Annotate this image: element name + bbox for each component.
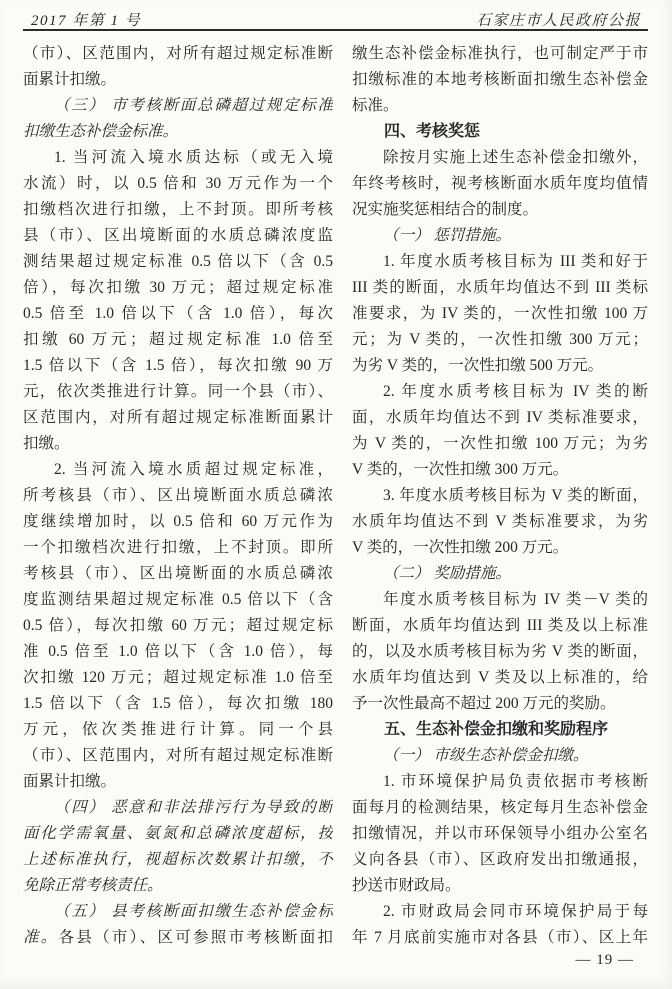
text-line: 面，水质年均值达不到 IV 类标准要求， xyxy=(352,409,648,426)
text-line: 扣缴生态补偿金标准。 xyxy=(23,123,179,140)
text-line: 面化学需氧量、氨氮和总磷浓度超标，按 xyxy=(23,825,333,842)
text-line: 义向各县（市）、区政府发出扣缴通报， xyxy=(352,851,648,868)
text-line: （市）、区范围内，对所有超过规定标准断 xyxy=(23,747,333,764)
text-line: 水质年均值达到 V 类及以上标准的，给 xyxy=(352,669,648,686)
text-line: （一） 惩罚措施。 xyxy=(383,227,511,244)
text-line: 准要求，为 IV 类的，一次性扣缴 100 万 xyxy=(352,305,648,322)
text-line: 1.5 倍以下（含 1.5 倍），每次扣缴 180 xyxy=(23,695,333,712)
text-line: 面累计扣缴。 xyxy=(23,773,117,790)
text-line: 上述标准执行，视超标次数累计扣缴，不 xyxy=(23,851,333,868)
text-line: 予一次性最高不超过 200 万元的奖励。 xyxy=(352,695,616,712)
text-line: 年终考核时，视考核断面水质年度均值情 xyxy=(352,175,648,192)
text-line: 五、生态补偿金扣缴和奖励程序 xyxy=(384,721,609,738)
text-line: 度监测结果超过规定标准 0.5 倍以下（含 xyxy=(23,591,333,608)
text-line: 缴生态补偿金标准执行，也可制定严于市 xyxy=(352,45,648,62)
header-rule xyxy=(23,29,648,31)
text-line: 考核县（市）、区出境断面的水质总磷浓 xyxy=(23,565,333,582)
text-line: 县（市）、区出境断面的水质总磷浓度监 xyxy=(23,227,333,244)
text-column-right xyxy=(352,41,648,951)
text-line: 区范围内，对所有超过规定标准断面累计 xyxy=(23,409,333,426)
text-line: 免除正常考核责任。 xyxy=(23,877,163,894)
text-line: 准 0.5 倍至 1.0 倍以下（含 1.0 倍），每 xyxy=(23,643,333,660)
text-line: 扣缴 60 万元；超过规定标准 1.0 倍至 xyxy=(23,331,333,348)
text-line: 面累计扣缴。 xyxy=(23,71,117,88)
text-line: 扣缴情况，并以市环保领导小组办公室名 xyxy=(352,825,648,842)
text-segment: 准。 xyxy=(23,929,59,946)
text-line: 万元，依次类推进行计算。同一个县 xyxy=(23,721,333,738)
text-line: 抄送市财政局。 xyxy=(352,877,461,894)
text-line: 1. 市环境保护局负责依据市考核断 xyxy=(383,773,648,790)
text-line: 为 V 类的，一次性扣缴 100 万元；为劣 xyxy=(352,435,648,452)
text-line: 除按月实施上述生态补偿金扣缴外， xyxy=(383,149,648,166)
text-line: 为劣 V 类的，一次性扣缴 500 万元。 xyxy=(352,357,604,374)
text-line: V 类的，一次性扣缴 300 万元。 xyxy=(352,461,569,478)
text-line: 2. 市财政局会同市环境保护局于每 xyxy=(383,903,648,920)
text-line: 面每月的检测结果，核定每月生态补偿金 xyxy=(352,799,648,816)
footer-page-number: — 19 — xyxy=(575,952,634,968)
text-line: 所考核县（市）、区出境断面水质总磷浓 xyxy=(23,487,333,504)
text-line: （二） 奖励措施。 xyxy=(383,565,511,582)
text-line: 断面，水质年均值达到 III 类及以上标准 xyxy=(352,617,648,634)
text-line: 水流）时，以 0.5 倍和 30 万元作为一个 xyxy=(23,175,333,192)
text-line: 元，依次类推进行计算。同一个县（市）、 xyxy=(23,383,333,400)
text-line: 1. 年度水质考核目标为 III 类和好于 xyxy=(383,253,648,270)
text-line: 1.5 倍以下（含 1.5 倍），每次扣缴 90 万 xyxy=(23,357,333,374)
text-line: 年度水质考核目标为 IV 类－V 类的 xyxy=(383,591,648,608)
text-line: 次扣缴 120 万元；超过规定标准 1.0 倍至 xyxy=(23,669,333,686)
text-line: 扣缴档次进行扣缴，上不封顶。即所考核 xyxy=(23,201,333,218)
text-line xyxy=(23,925,333,951)
text-line: V 类的，一次性扣缴 200 万元。 xyxy=(352,539,569,556)
text-line: 2. 当河流入境水质超过规定标准， xyxy=(54,461,333,478)
text-line: （市）、区范围内，对所有超过规定标准断 xyxy=(23,45,333,62)
text-line: 扣缴标准的本地考核断面扣缴生态补偿金 xyxy=(352,71,648,88)
text-line: 测结果超过规定标准 0.5 倍以下（含 0.5 xyxy=(23,253,333,270)
text-line: 标准。 xyxy=(352,97,399,114)
text-line: 0.5 倍），每次扣缴 60 万元；超过规定标 xyxy=(23,617,333,634)
text-line: 扣缴。 xyxy=(23,435,70,452)
text-line: 度继续增加时，以 0.5 倍和 60 万元作为 xyxy=(23,513,333,530)
header-issue-number: 2017 年第 1 号 xyxy=(31,13,142,29)
text-line: （三） 市考核断面总磷超过规定标准 xyxy=(54,97,333,114)
text-line: （一） 市级生态补偿金扣缴。 xyxy=(383,747,589,764)
text-column-left xyxy=(23,41,333,951)
text-line: III 类的断面，水质年均值达不到 III 类标 xyxy=(352,279,648,296)
text-line: 水质年均值达不到 V 类标准要求，为劣 xyxy=(352,513,648,530)
text-line: （四） 恶意和非法排污行为导致的断 xyxy=(54,799,333,816)
text-line: 四、考核奖惩 xyxy=(384,123,481,140)
text-line: 3. 年度水质考核目标为 V 类的断面， xyxy=(383,487,648,504)
text-line: 的，以及水质考核目标为劣 V 类的断面， xyxy=(352,643,648,660)
text-line: （五） 县考核断面扣缴生态补偿金标 xyxy=(54,903,333,920)
text-line: 2. 年度水质考核目标为 IV 类的断 xyxy=(383,383,648,400)
header-publication-title: 石家庄市人民政府公报 xyxy=(475,13,641,29)
text-line: 一个扣缴档次进行扣缴，上不封顶。即所 xyxy=(23,539,333,556)
text-line: 况实施奖惩相结合的制度。 xyxy=(352,201,539,218)
text-line: 元；为 V 类的，一次性扣缴 300 万元； xyxy=(352,331,648,348)
text-line: 1. 当河流入境水质达标（或无入境 xyxy=(54,149,333,166)
text-line: 0.5 倍至 1.0 倍以下（含 1.0 倍），每次 xyxy=(23,305,333,322)
text-line: 年 7 月底前实施市对各县（市）、区上年 xyxy=(352,929,648,946)
text-line: 倍），每次扣缴 30 万元；超过规定标准 xyxy=(23,279,333,296)
text-segment: 各县（市）、区可参照市考核断面扣 xyxy=(58,929,333,946)
